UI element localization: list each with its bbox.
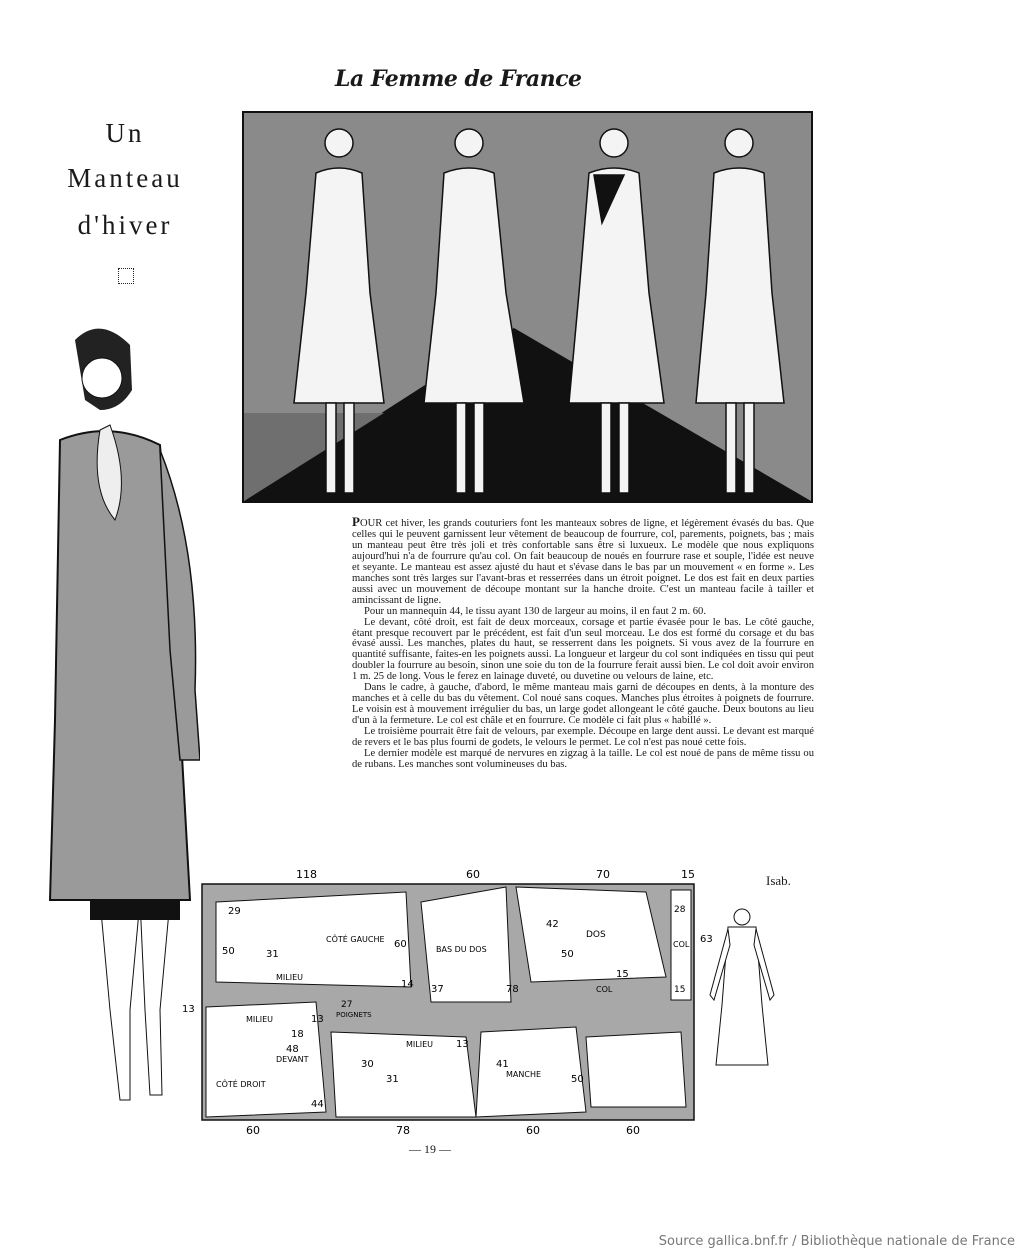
label-cote-droit: CÔTÉ DROIT <box>216 1080 266 1089</box>
fashion-plate-illustration <box>242 111 813 503</box>
label-poignets: POIGNETS <box>336 1011 372 1019</box>
svg-text:29: 29 <box>228 906 241 917</box>
svg-text:37: 37 <box>431 984 444 995</box>
dim-bottom-60c: 60 <box>626 1124 640 1137</box>
dim-bottom-60a: 60 <box>246 1124 260 1137</box>
svg-text:13: 13 <box>311 1014 324 1025</box>
article-paragraph-5: Le troisième pourrait être fait de velours, par exemple. Découpe en large dent aussi. Le devant est marqué de revers et le bas plus fourni de godets, le velours le permet. Le col n'est pas noué cette fois. <box>352 726 814 749</box>
svg-text:30: 30 <box>361 1059 374 1070</box>
label-col-1: COL <box>673 940 690 949</box>
dropcap: P <box>352 517 360 529</box>
label-cote-gauche: CÔTÉ GAUCHE <box>326 935 385 944</box>
svg-text:41: 41 <box>496 1059 509 1070</box>
dim-top-60: 60 <box>466 868 480 881</box>
svg-text:31: 31 <box>266 949 279 960</box>
article-paragraph-1: POUR cet hiver, les grands couturiers font les manteaux sobres de ligne, et légèrement évasés du bas. Que celles qui le peuvent garnissent leur vêtement de beaucoup de fourrure, col, parements, poignets, bas ; mais un manteau peut être très joli et très confortable sans être si luxueux. Le modèle que nous expliquons aujourd'hui n'a de fourrure qu'au col. On fait beaucoup de noués en fourrure rase et souple, l'idée est neuve et seyante. Le manteau est assez ajusté du haut et s'évase dans le bas par un mouvement « en forme ». Les manches sont très larges sur l'avant-bras et resserrées dans un étroit poignet. Le dos est fait en deux parties aussi avec un mouvement de découpe montant sur la hanche droite. C'est un manteau facile à tailler et amincissant de ligne. <box>352 517 814 607</box>
label-devant: DEVANT <box>276 1055 309 1064</box>
dim-top-70: 70 <box>596 868 610 881</box>
title-line-1: Un <box>105 118 145 148</box>
model-figure-illustration <box>30 320 200 1130</box>
label-milieu-1: MILIEU <box>276 973 303 982</box>
article-body <box>352 517 814 857</box>
svg-text:44: 44 <box>311 1099 324 1110</box>
label-milieu-3: MILIEU <box>406 1040 433 1049</box>
label-bas-du-dos: BAS DU DOS <box>436 945 487 954</box>
article-paragraph-3: Le devant, côté droit, est fait de deux morceaux, corsage et partie évasée pour le bas. Le côté gauche, étant presque recouvert par le précédent, est fait d'un seul morceau. Le dos est formé du corsage et du bas évasé aussi. Les manches, plates du haut, se resserrent dans les poignets. Si vous avez de la fourrure en quantité suffisante, faites-en les poignets aussi. La longueur et largeur du col sont indiquées en tissu qui peut doubler la fourrure au besoin, sinon une soie du ton de la fourrure ferait aussi bien. Le col doit avoir environ 1 m. 25 de long. Vous le ferez en lainage duveté, ou duvetine ou velours de laine, etc. <box>352 616 814 683</box>
svg-text:60: 60 <box>394 939 407 950</box>
article-paragraph-4: Dans le cadre, à gauche, d'abord, le même manteau mais garni de découpes en dents, à la monture des manches et à celle du bas du vêtement. Col noué sans coques. Manches plus étroites à poignets de fourrure. Le voisin est à mouvement irrégulier du bas, un large godet allongeant le côté gauche. Deux boutons au lieu d'un à la fermeture. Le col est châle et en fourrure. Ce modèle ci fait plus « habillé ». <box>352 682 814 727</box>
svg-text:28: 28 <box>674 905 686 915</box>
svg-text:15: 15 <box>674 985 686 995</box>
title-line-3: d'hiver <box>77 210 173 240</box>
dim-top-15: 15 <box>681 868 695 881</box>
dim-right-63: 63 <box>700 934 713 945</box>
svg-text:50: 50 <box>561 949 574 960</box>
svg-text:15: 15 <box>616 969 629 980</box>
label-milieu-2: MILIEU <box>246 1015 273 1024</box>
svg-text:78: 78 <box>506 984 519 995</box>
label-col-2: COL <box>596 985 613 994</box>
title-ornament <box>118 268 134 284</box>
article-paragraph-2: Pour un mannequin 44, le tissu ayant 130 de largeur au moins, il en faut 2 m. 60. <box>364 605 706 617</box>
sewing-pattern-diagram <box>176 862 728 1144</box>
signature: Isab. <box>766 873 791 888</box>
back-view-figure <box>700 905 780 1070</box>
dim-left-13: 13 <box>182 1004 195 1015</box>
svg-text:18: 18 <box>291 1029 304 1040</box>
svg-text:48: 48 <box>286 1044 299 1055</box>
label-dos: DOS <box>586 930 606 940</box>
dim-bottom-78: 78 <box>396 1124 410 1137</box>
article-paragraph-6: Le dernier modèle est marqué de nervures en zigzag à la taille. Le col est noué de pans de même tissu ou de rubans. Les manches sont volumineuses du bas. <box>352 748 814 770</box>
svg-text:50: 50 <box>222 946 235 957</box>
dim-top-118: 118 <box>296 868 317 881</box>
svg-text:42: 42 <box>546 919 559 930</box>
title-line-2: Manteau <box>67 163 183 193</box>
svg-text:31: 31 <box>386 1074 399 1085</box>
masthead: La Femme de France <box>335 66 582 92</box>
page-number: — 19 — <box>409 1142 451 1156</box>
svg-text:27: 27 <box>341 1000 353 1010</box>
label-manche: MANCHE <box>506 1070 542 1079</box>
dim-bottom-60b: 60 <box>526 1124 540 1137</box>
svg-text:13: 13 <box>456 1039 469 1050</box>
svg-text:14: 14 <box>401 979 414 990</box>
figure-4 <box>696 129 784 493</box>
source-footer: Source gallica.bnf.fr / Bibliothèque nationale de France <box>658 1234 1015 1249</box>
svg-text:50: 50 <box>571 1074 584 1085</box>
